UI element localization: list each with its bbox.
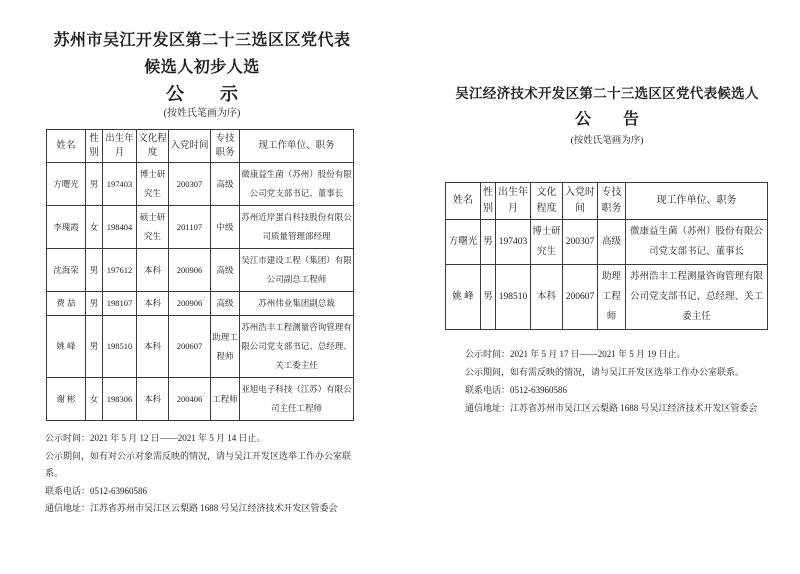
- cell-title: 工程师: [211, 378, 240, 421]
- cell-name: 李瑰霞: [47, 206, 86, 249]
- cell-birthdate: 197403: [496, 220, 531, 265]
- cell-name: 姚 峰: [47, 316, 86, 378]
- cell-title: 中级: [211, 206, 240, 249]
- header-gender: 性别: [481, 183, 496, 220]
- right-sort-note: (按姓氏笔画为序): [570, 136, 644, 146]
- header-party-join-date: 入党时间: [563, 183, 598, 220]
- cell-name: 方曙光: [47, 163, 86, 206]
- table-row: [446, 220, 768, 265]
- cell-name: 方曙光: [446, 220, 481, 265]
- cell-birthdate: 198404: [103, 206, 137, 249]
- cell-party-join-date: 200607: [169, 316, 211, 378]
- note-mailing-address: 通信地址：江苏省苏州市吴江区云梨路 1688 号吴江经济技术开发区管委会: [45, 503, 338, 513]
- cell-title: 高级: [598, 220, 626, 265]
- header-birthdate: 出生年月: [496, 183, 531, 220]
- cell-work-unit: 吴江市建设工程（集团）有限公司副总工程师: [240, 249, 354, 292]
- right-notes: [465, 345, 777, 417]
- cell-party-join-date: 200307: [563, 220, 598, 265]
- announcement-left-page: [36, 27, 368, 518]
- cell-party-join-date: 200906: [169, 292, 211, 316]
- cell-education: 硕士研究生: [137, 206, 169, 249]
- note-contact-phone: 联系电话：0512-63960586: [465, 385, 567, 395]
- note-feedback-instruction: 公示期间，如有需反映的情况，请与吴江开发区选举工作办公室联系。: [465, 367, 745, 377]
- cell-name: 费 喆: [47, 292, 86, 316]
- cell-title: 助理工程师: [211, 316, 240, 378]
- left-notes: [45, 430, 368, 518]
- left-title-line2: 候选人初步人选: [144, 59, 260, 76]
- cell-education: 博士研究生: [531, 220, 563, 265]
- right-title-line1: 吴江经济技术开发区第二十三选区区党代表候选人: [455, 86, 759, 101]
- cell-education: 本科: [531, 265, 563, 330]
- cell-birthdate: 197612: [103, 249, 137, 292]
- table-row: [47, 316, 354, 378]
- left-heading: 公 示: [166, 84, 238, 104]
- right-heading: 公 告: [574, 111, 639, 128]
- left-sort-note: (按姓氏笔画为序): [163, 108, 241, 119]
- cell-education: 博士研究生: [137, 163, 169, 206]
- cell-gender: 女: [86, 206, 103, 249]
- cell-birthdate: 198510: [103, 316, 137, 378]
- note-publicity-period: 公示时间：2021 年 5 月 17 日——2021 年 5 月 19 日止。: [465, 349, 686, 359]
- right-candidates-table: [445, 182, 768, 330]
- table-row: [446, 265, 768, 330]
- cell-work-unit: 苏州近岸蛋白科技股份有限公司质量管理部经理: [240, 206, 354, 249]
- header-gender: 性别: [86, 130, 103, 163]
- cell-name: 谢 彬: [47, 378, 86, 421]
- cell-gender: 男: [86, 249, 103, 292]
- cell-work-unit: 亚旭电子科技（江苏）有限公司主任工程师: [240, 378, 354, 421]
- right-table-header-row: [446, 183, 768, 220]
- cell-name: 沈海荣: [47, 249, 86, 292]
- header-title: 专技职务: [211, 130, 240, 163]
- header-birthdate: 出生年月: [103, 130, 137, 163]
- cell-party-join-date: 200406: [169, 378, 211, 421]
- cell-title: 高级: [211, 249, 240, 292]
- table-row: [47, 292, 354, 316]
- cell-title: 助理工程师: [598, 265, 626, 330]
- table-row: [47, 249, 354, 292]
- cell-gender: 男: [86, 163, 103, 206]
- cell-party-join-date: 201107: [169, 206, 211, 249]
- left-table-header-row: [47, 130, 354, 163]
- cell-education: 本科: [137, 378, 169, 421]
- cell-gender: 男: [481, 265, 496, 330]
- left-title-line1: 苏州市吴江开发区第二十三选区区党代表: [53, 32, 351, 49]
- cell-title: 高级: [211, 292, 240, 316]
- header-education: 文化程度: [137, 130, 169, 163]
- cell-birthdate: 198306: [103, 378, 137, 421]
- cell-birthdate: 198510: [496, 265, 531, 330]
- cell-gender: 男: [481, 220, 496, 265]
- cell-gender: 女: [86, 378, 103, 421]
- cell-education: 本科: [137, 249, 169, 292]
- cell-work-unit: 微康益生菌（苏州）股份有限公司党支部书记、董事长: [626, 220, 768, 265]
- cell-birthdate: 198107: [103, 292, 137, 316]
- table-row: [47, 378, 354, 421]
- note-feedback-instruction: 公示期间，如有对公示对象需反映的情况，请与吴江开发区选举工作办公室联系。: [45, 450, 352, 478]
- table-row: [47, 206, 354, 249]
- cell-education: 本科: [137, 316, 169, 378]
- header-work-unit: 现工作单位、职务: [626, 183, 768, 220]
- cell-party-join-date: 200607: [563, 265, 598, 330]
- cell-gender: 男: [86, 292, 103, 316]
- cell-education: 本科: [137, 292, 169, 316]
- header-name: 姓名: [446, 183, 481, 220]
- note-mailing-address: 通信地址：江苏省苏州市吴江区云梨路 1688 号吴江经济技术开发区管委会: [465, 403, 758, 413]
- note-publicity-period: 公示时间：2021 年 5 月 12 日——2021 年 5 月 14 日止。: [45, 433, 266, 443]
- cell-party-join-date: 200906: [169, 249, 211, 292]
- cell-name: 姚 峰: [446, 265, 481, 330]
- announcement-right-page: [437, 84, 777, 417]
- cell-work-unit: 微康益生菌（苏州）股份有限公司党支部书记、董事长: [240, 163, 354, 206]
- cell-work-unit: 苏州浩丰工程测量咨询管理有限公司党支部书记、总经理、关工委主任: [240, 316, 354, 378]
- header-party-join-date: 入党时间: [169, 130, 211, 163]
- cell-title: 高级: [211, 163, 240, 206]
- cell-gender: 男: [86, 316, 103, 378]
- cell-party-join-date: 200307: [169, 163, 211, 206]
- header-education: 文化程度: [531, 183, 563, 220]
- cell-work-unit: 苏州伟业集团副总裁: [240, 292, 354, 316]
- cell-work-unit: 苏州浩丰工程测量咨询管理有限公司党支部书记、总经理、关工委主任: [626, 265, 768, 330]
- header-title: 专技职务: [598, 183, 626, 220]
- left-candidates-table: [46, 129, 354, 421]
- note-contact-phone: 联系电话：0512-63960586: [45, 485, 147, 496]
- header-work-unit: 现工作单位、职务: [240, 130, 354, 163]
- cell-birthdate: 197403: [103, 163, 137, 206]
- table-row: [47, 163, 354, 206]
- header-name: 姓名: [47, 130, 86, 163]
